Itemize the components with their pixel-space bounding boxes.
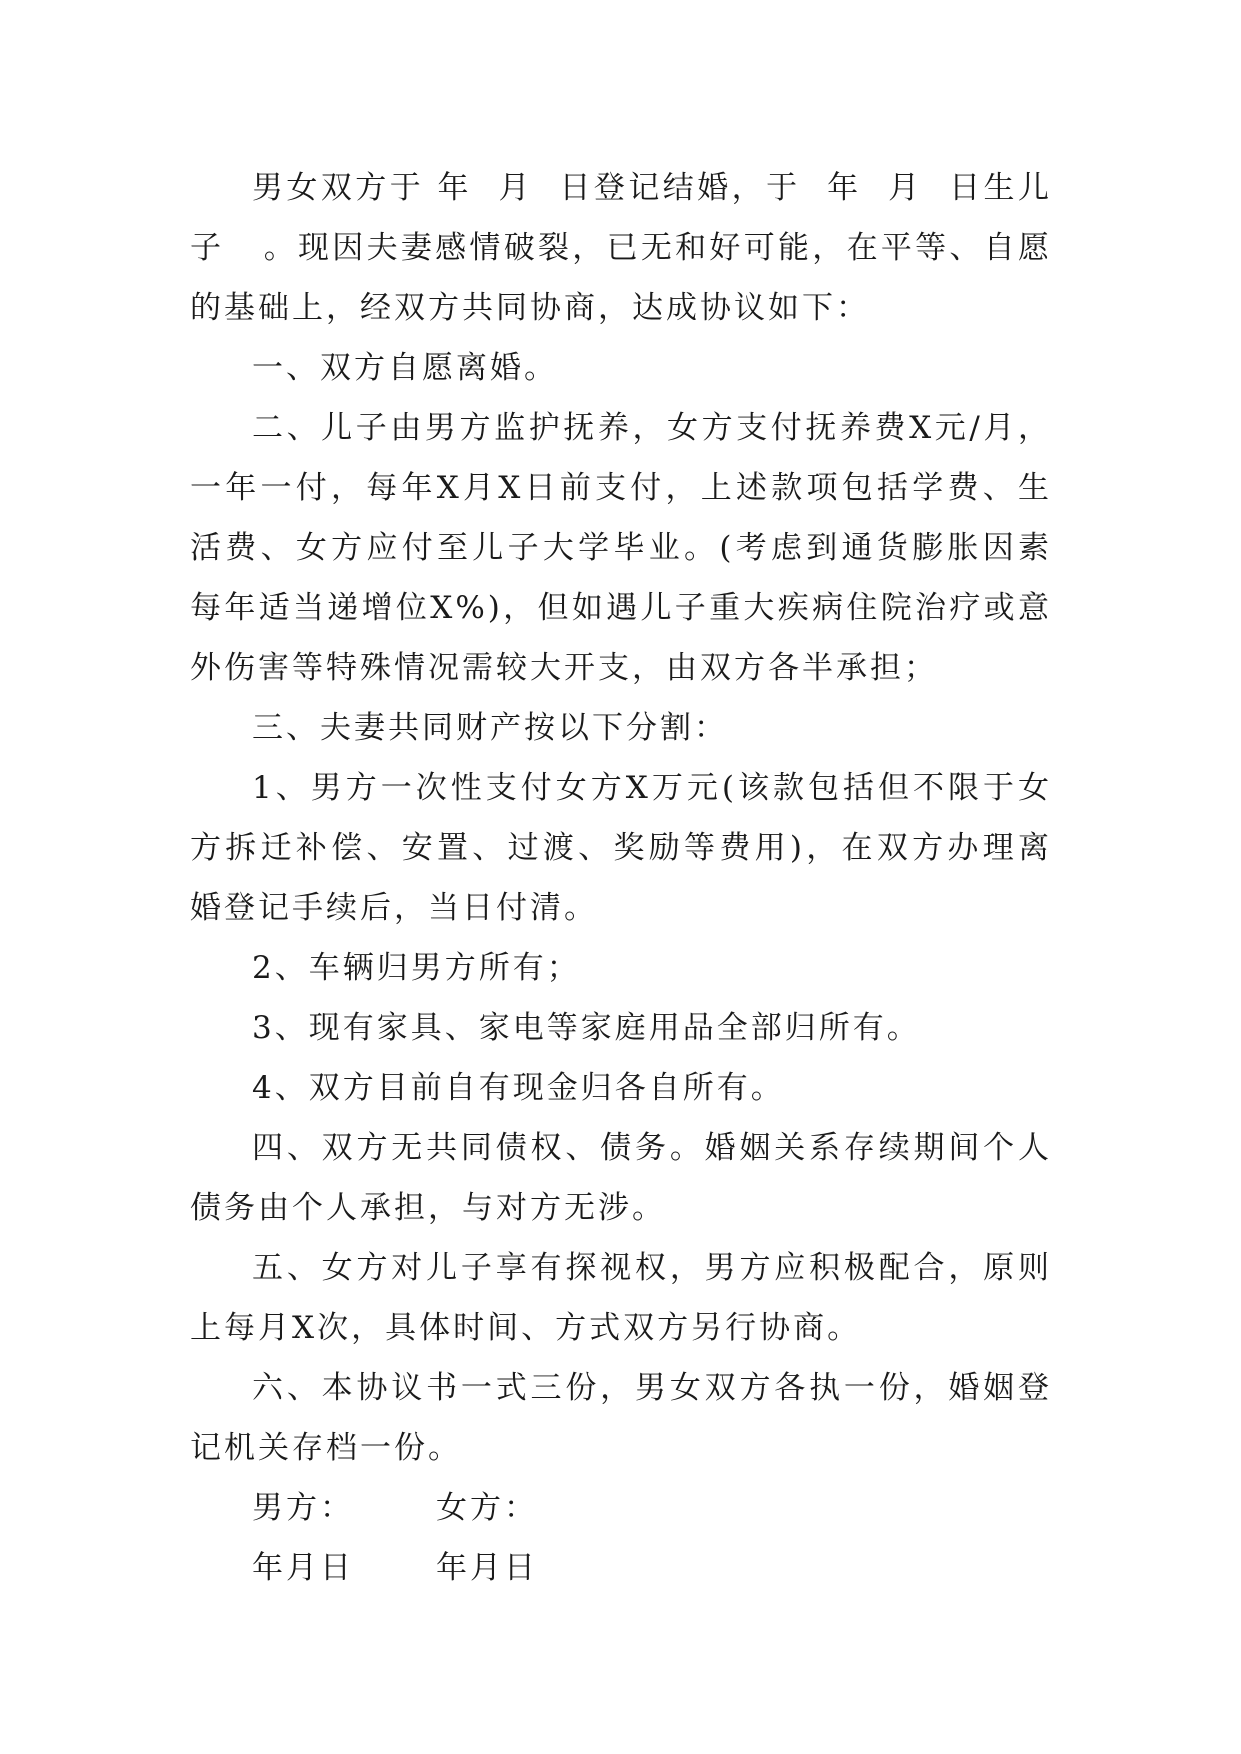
clause-3-item-3: 3、现有家具、家电等家庭用品全部归所有。 xyxy=(252,1010,921,1046)
clause-3-property: 三、夫妻共同财产按以下分割： xyxy=(252,710,728,746)
male-signature-label: 男方： xyxy=(252,1490,354,1526)
clause-3-item-1: 1、男方一次性支付女方X万元(该款包括但不限于女方拆迁补偿、安置、过渡、奖励等费用)，在双方办理离婚登记手续后，当日付清。 xyxy=(190,770,1052,926)
clause-3-item-2: 2、车辆归男方所有； xyxy=(252,950,581,986)
male-date: 年月日 xyxy=(252,1550,354,1586)
intro-paragraph: 男女双方于 年 月 日登记结婚，于 年 月 日生儿子 。现因夫妻感情破裂，已无和好可能，在平等、自愿的基础上，经双方共同协商，达成协议如下： xyxy=(190,170,1052,326)
clause-1: 一、双方自愿离婚。 xyxy=(252,350,558,386)
agreement-body xyxy=(190,158,1052,1598)
clause-5-visitation: 五、女方对儿子享有探视权，男方应积极配合，原则上每月X次，具体时间、方式双方另行协商。 xyxy=(190,1250,1052,1346)
clause-3-item-4: 4、双方目前自有现金归各自所有。 xyxy=(252,1070,785,1106)
clause-2-custody: 二、儿子由男方监护抚养，女方支付抚养费X元/月，一年一付，每年X月X日前支付，上述款项包括学费、生活费、女方应付至儿子大学毕业。(考虑到通货膨胀因素每年适当递增位X%)，但如遇儿子重大疾病住院治疗或意外伤害等特殊情况需较大开支，由双方各半承担； xyxy=(190,410,1052,686)
clause-6-copies: 六、本协议书一式三份，男女双方各执一份，婚姻登记机关存档一份。 xyxy=(190,1370,1052,1466)
date-row xyxy=(190,1538,1052,1598)
signature-row xyxy=(190,1478,1052,1538)
female-signature-label: 女方： xyxy=(436,1490,538,1526)
clause-4-debts: 四、双方无共同债权、债务。婚姻关系存续期间个人债务由个人承担，与对方无涉。 xyxy=(190,1130,1052,1226)
female-date: 年月日 xyxy=(436,1550,538,1586)
